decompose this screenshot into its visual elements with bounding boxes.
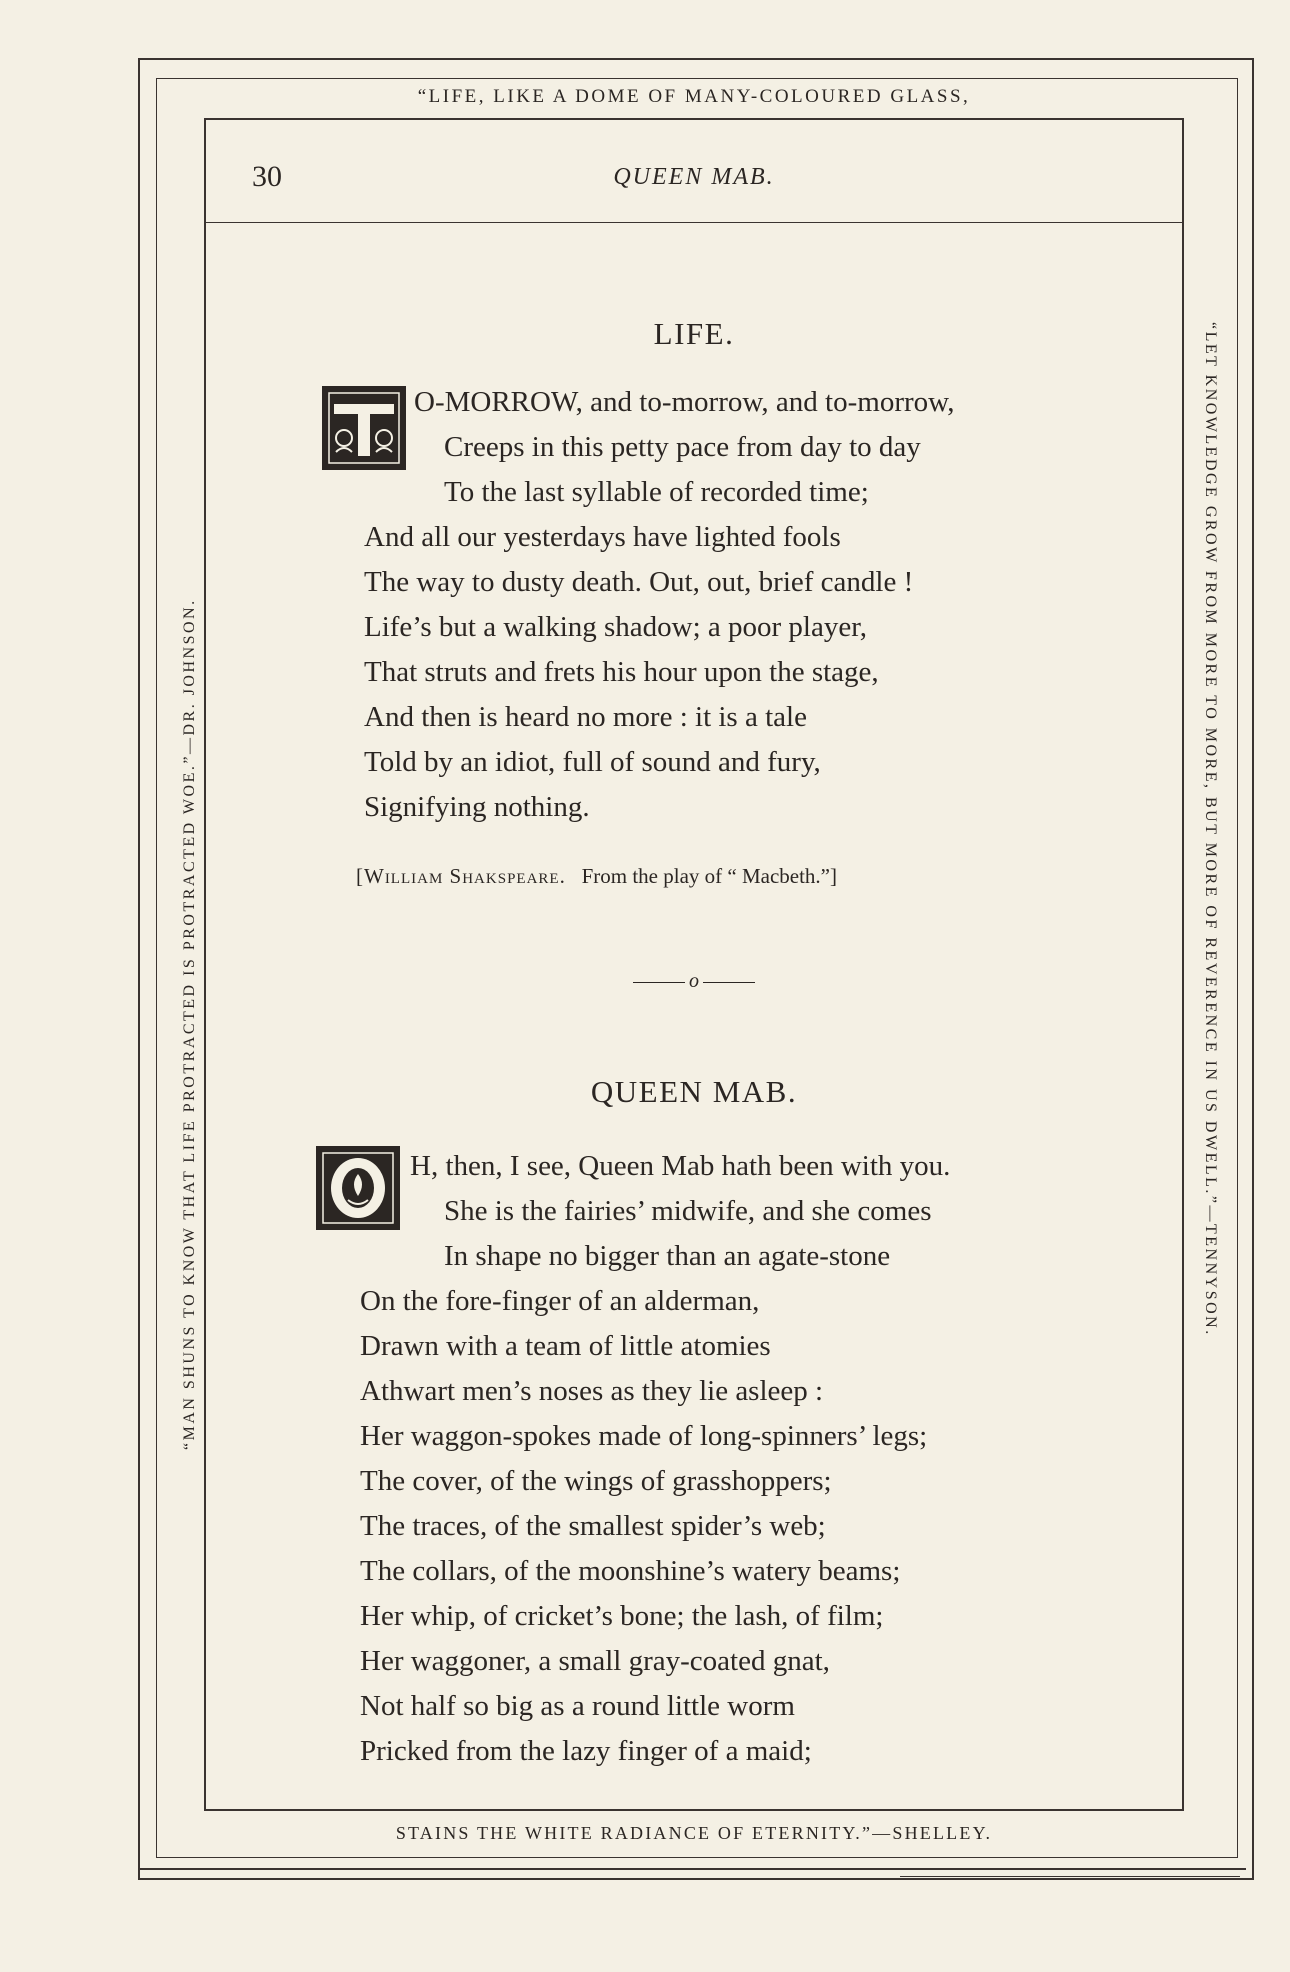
poem-line: The cover, of the wings of grasshoppers; bbox=[360, 1465, 832, 1497]
poem-line: Life’s but a walking shadow; a poor player, bbox=[364, 611, 867, 643]
poem-line: Athwart men’s noses as they lie asleep : bbox=[360, 1375, 824, 1407]
bottom-rule-short bbox=[900, 1876, 1240, 1877]
poem-title-queen-mab: QUEEN MAB. bbox=[590, 1074, 798, 1109]
poem-line: Not half so big as a round little worm bbox=[360, 1690, 795, 1722]
border-quote-left: “MAN SHUNS TO KNOW THAT LIFE PROTRACTED IS PROTRACTED WOE.”—DR. JOHNSON. bbox=[181, 598, 198, 1450]
section-separator: o bbox=[624, 970, 764, 993]
poem-line: And then is heard no more : it is a tale bbox=[364, 701, 807, 733]
attribution-source: From the play of “ Macbeth.”] bbox=[581, 864, 837, 888]
poem-line: Drawn with a team of little atomies bbox=[360, 1330, 771, 1362]
drop-cap-o bbox=[316, 1146, 400, 1230]
poem-line: Signifying nothing. bbox=[364, 791, 590, 823]
poem-line: Creeps in this petty pace from day to day bbox=[444, 431, 921, 463]
border-quote-bottom: STAINS THE WHITE RADIANCE OF ETERNITY.”—SHELLEY. bbox=[395, 1823, 993, 1843]
attribution-author: [William Shakspeare. bbox=[356, 864, 566, 888]
poem-line: In shape no bigger than an agate-stone bbox=[444, 1240, 891, 1272]
poem-line: O-MORROW, and to-morrow, and to-morrow, bbox=[414, 386, 955, 418]
poem-line: The collars, of the moonshine’s watery beams; bbox=[360, 1555, 901, 1587]
poem-line: H, then, I see, Queen Mab hath been with you. bbox=[410, 1150, 951, 1182]
page-number: 30 bbox=[252, 160, 282, 193]
poem-line: On the fore-finger of an alderman, bbox=[360, 1285, 760, 1317]
poem-line: Told by an idiot, full of sound and fury, bbox=[364, 746, 821, 778]
poem-title-life: LIFE. bbox=[653, 316, 735, 351]
border-quote-top: “LIFE, LIKE A DOME OF MANY-COLOURED GLASS, bbox=[417, 86, 971, 107]
border-quote-right: “LET KNOWLEDGE GROW FROM MORE TO MORE, BUT MORE OF REVERENCE IN US DWELL.”—TENNYSON. bbox=[1202, 322, 1219, 1337]
poem-line: The traces, of the smallest spider’s web; bbox=[360, 1510, 826, 1542]
poem-line: Her waggoner, a small gray-coated gnat, bbox=[360, 1645, 830, 1677]
poem-line: Her waggon-spokes made of long-spinners’ legs; bbox=[360, 1420, 928, 1452]
poem-line: Her whip, of cricket’s bone; the lash, of film; bbox=[360, 1600, 884, 1632]
ornament-o-icon bbox=[318, 1148, 398, 1228]
poem-line: Pricked from the lazy finger of a maid; bbox=[360, 1735, 812, 1767]
ornament-t-icon bbox=[324, 388, 404, 468]
poem-line: She is the fairies’ midwife, and she comes bbox=[444, 1195, 932, 1227]
poem-line: To the last syllable of recorded time; bbox=[444, 476, 869, 508]
attribution-life bbox=[356, 864, 837, 889]
bottom-rule bbox=[138, 1868, 1246, 1870]
header-rule bbox=[204, 222, 1184, 223]
poem-line: That struts and frets his hour upon the stage, bbox=[364, 656, 879, 688]
drop-cap-t bbox=[322, 386, 406, 470]
running-head: QUEEN MAB. bbox=[613, 164, 775, 190]
poem-line: The way to dusty death. Out, out, brief candle ! bbox=[364, 566, 914, 598]
poem-line: And all our yesterdays have lighted fools bbox=[364, 521, 841, 553]
